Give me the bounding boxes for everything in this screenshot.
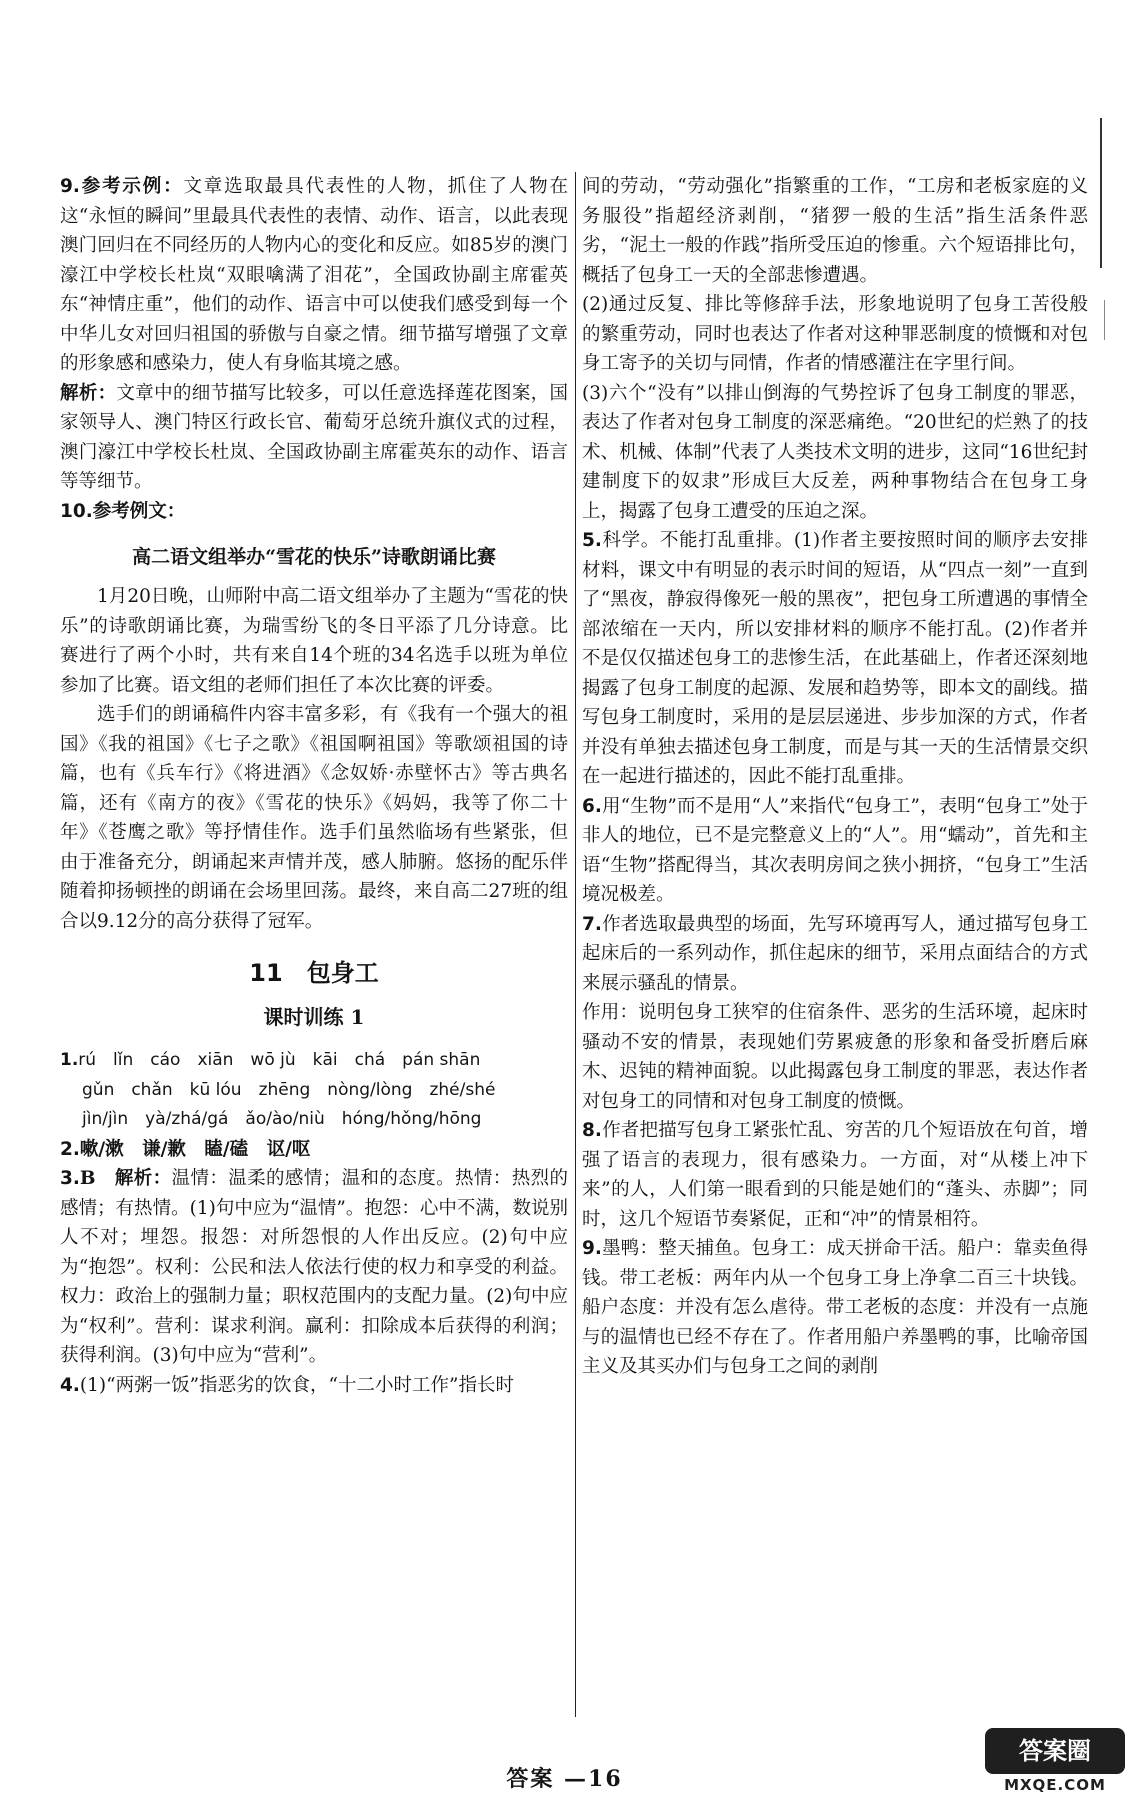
answer-6: 6.用“生物”而不是用“人”来指代“包身工”，表明“包身工”处于非人的地位，已不是完整意义上的“人”。用“蠕动”，首先和主语“生物”搭配得当，其次表明房间之狭小拥挤，“包身工”生活境况极差。 <box>582 795 1088 905</box>
site-watermark <box>985 1728 1125 1798</box>
essay-paragraph-2: 选手们的朗诵稿件内容丰富多彩，有《我有一个强大的祖国》《我的祖国》《七子之歌》《祖国啊祖国》等歌颂祖国的诗篇，也有《兵车行》《将进酒》《念奴娇·赤壁怀古》等古典名篇，还有《南方的夜》《雪花的快乐》《妈妈，我等了你二十年》《苍鹰之歌》等抒情佳作。选手们虽然临场有些紧张，但由于准备充分，朗诵起来声情并茂，感人肺腑。悠扬的配乐伴随着抑扬顿挫的朗诵在会场里回荡。最终，来自高二27班的组合以9.12分的高分获得了冠军。 <box>60 704 568 932</box>
essay-title: 高二语文组举办“雪花的快乐”诗歌朗诵比赛 <box>132 546 496 568</box>
answer-9-left: 9.参考示例：文章选取最具代表性的人物，抓住了人物在这“永恒的瞬间”里最具代表性的表情、动作、语言，以此表现澳门回归在不同经历的人物内心的变化和反应。如85岁的澳门濠江中学校长杜岚“双眼噙满了泪花”，全国政协副主席霍英东“神情庄重”，他们的动作、语言中可以使我们感受到每一个中华儿女对回归祖国的骄傲与自豪之情。细节描写增强了文章的形象感和感染力，使人有身临其境之感。 <box>60 176 568 374</box>
answer-10: 10.参考例文： <box>60 500 186 522</box>
margin-line <box>1100 118 1102 268</box>
pinyin-row-3: jìn/jìn yà/zhá/gá ǎo/ào/niù hóng/hǒng/hōng <box>82 1109 482 1129</box>
margin-mark <box>1104 300 1105 340</box>
left-column <box>60 172 568 1400</box>
lesson-subheading: 课时训练 1 <box>263 1005 365 1029</box>
answer-9-analysis: 解析：文章中的细节描写比较多，可以任意选择莲花图案，国家领导人、澳门特区行政长官、葡萄牙总统升旗仪式的过程，澳门濠江中学校长杜岚、全国政协副主席霍英东的动作、语言等等细节。 <box>60 382 568 492</box>
pinyin-row-1: 1.rú lǐn cáo xiān wō jù kāi chá pán shān <box>60 1050 481 1070</box>
pinyin-block <box>60 1046 568 1135</box>
answer-3: 3.B 解析：温情：温柔的感情；温和的态度。热情：热烈的感情；有热情。(1)句中应为“温情”。抱怨：心中不满，数说别人不对；埋怨。报怨：对所怨恨的人作出反应。(2)句中应为“抱怨”。权利：公民和法人依法行使的权力和享受的利益。权力：政治上的强制力量；职权范围内的支配力量。(2)句中应为“权利”。营利：谋求利润。赢利：扣除成本后获得的利润；获得利润。(3)句中应为“营利”。 <box>60 1168 568 1366</box>
answer-1 <box>60 1046 568 1135</box>
answer-7-effect: 作用：说明包身工狭窄的住宿条件、恶劣的生活环境，起床时骚动不安的情景，表现她们劳累疲惫的形象和备受折磨后麻木、迟钝的精神面貌。以此揭露包身工制度的罪恶，表达作者对包身工的同情和对包身工制度的愤慨。 <box>582 1002 1088 1112</box>
answer-5: 5.科学。不能打乱重排。(1)作者主要按照时间的顺序去安排材料，课文中有明显的表示时间的短语，从“四点一刻”一直到了“黑夜，静寂得像死一般的黑夜”，把包身工所遭遇的事情全部浓缩在一天内，所以安排材料的顺序不能打乱。(2)作者并不是仅仅描述包身工的悲惨生活，在此基础上，作者还深刻地揭露了包身工制度的起源、发展和趋势等，即本文的副线。描写包身工制度时，采用的是层层递进、步步加深的方式，作者并没有单独去描述包身工制度，而是与其一天的生活情景交织在一起进行描述的，因此不能打乱重排。 <box>582 530 1088 787</box>
answer-4-part-3: (3)六个“没有”以排山倒海的气势控诉了包身工制度的罪恶，表达了作者对包身工制度的深恶痛绝。“20世纪的烂熟了的技术、机械、体制”代表了人类技术文明的进步，这同“16世纪封建制度下的奴隶”形成巨大反差，两种事物结合在包身工身上，揭露了包身工遭受的压迫之深。 <box>582 382 1088 522</box>
answer-7: 7.作者选取最典型的场面，先写环境再写人，通过描写包身工起床后的一系列动作，抓住起床的细节，采用点面结合的方式来展示骚乱的情景。 <box>582 913 1088 994</box>
pinyin-row-2: gǔn chǎn kū lóu zhēng nòng/lòng zhé/shé <box>82 1079 496 1100</box>
watermark-url: MXQE.COM <box>1004 1776 1106 1794</box>
watermark-logo-icon: 答案圈 <box>985 1728 1125 1774</box>
answer-8: 8.作者把描写包身工紧张忙乱、穷苦的几个短语放在句首，增强了语言的表现力，很有感染力。一方面，对“从楼上冲下来”的人，人们第一眼看到的只能是她们的“蓬头、赤脚”；同时，这几个短语节奏紧促，正和“冲”的情景相符。 <box>582 1120 1088 1230</box>
answer-9-right: 9.墨鸭：整天捕鱼。包身工：成天拼命干活。船户：靠卖鱼得钱。带工老板：两年内从一个包身工身上净拿二百三十块钱。船户态度：并没有怎么虐待。带工老板的态度：并没有一点施与的温情也已经不存在了。作者用船户养墨鸭的事，比喻帝国主义及其买办们与包身工之间的剥削 <box>582 1238 1088 1377</box>
answer-4-part-2: (2)通过反复、排比等修辞手法，形象地说明了包身工苦役般的繁重劳动，同时也表达了作者对这种罪恶制度的愤慨和对包身工寄予的关切与同情，作者的情感灌注在字里行间。 <box>582 294 1088 374</box>
right-column <box>582 172 1088 1382</box>
lesson-heading: 11 包身工 <box>249 959 379 987</box>
page-footer: 答案 —16 <box>506 1766 623 1792</box>
answer-4-start: 4.(1)“两粥一饭”指恶劣的饮食，“十二小时工作”指长时 <box>60 1374 514 1396</box>
answer-2: 2.嗽/漱 谦/歉 瞌/磕 讴/呕 <box>60 1138 311 1160</box>
essay-paragraph-1: 1月20日晚，山师附中高二语文组举办了主题为“雪花的快乐”的诗歌朗诵比赛，为瑞雪纷飞的冬日平添了几分诗意。比赛进行了两个小时，共有来自14个班的34名选手以班为单位参加了比赛。语文组的老师们担任了本次比赛的评委。 <box>60 586 568 696</box>
column-divider <box>575 172 576 1717</box>
answer-4-continued: 间的劳动，“劳动强化”指繁重的工作，“工房和老板家庭的义务服役”指超经济剥削，“猪猡一般的生活”指生活条件恶劣，“泥土一般的作践”指所受压迫的惨重。六个短语排比句，概括了包身工一天的全部悲惨遭遇。 <box>582 176 1088 286</box>
